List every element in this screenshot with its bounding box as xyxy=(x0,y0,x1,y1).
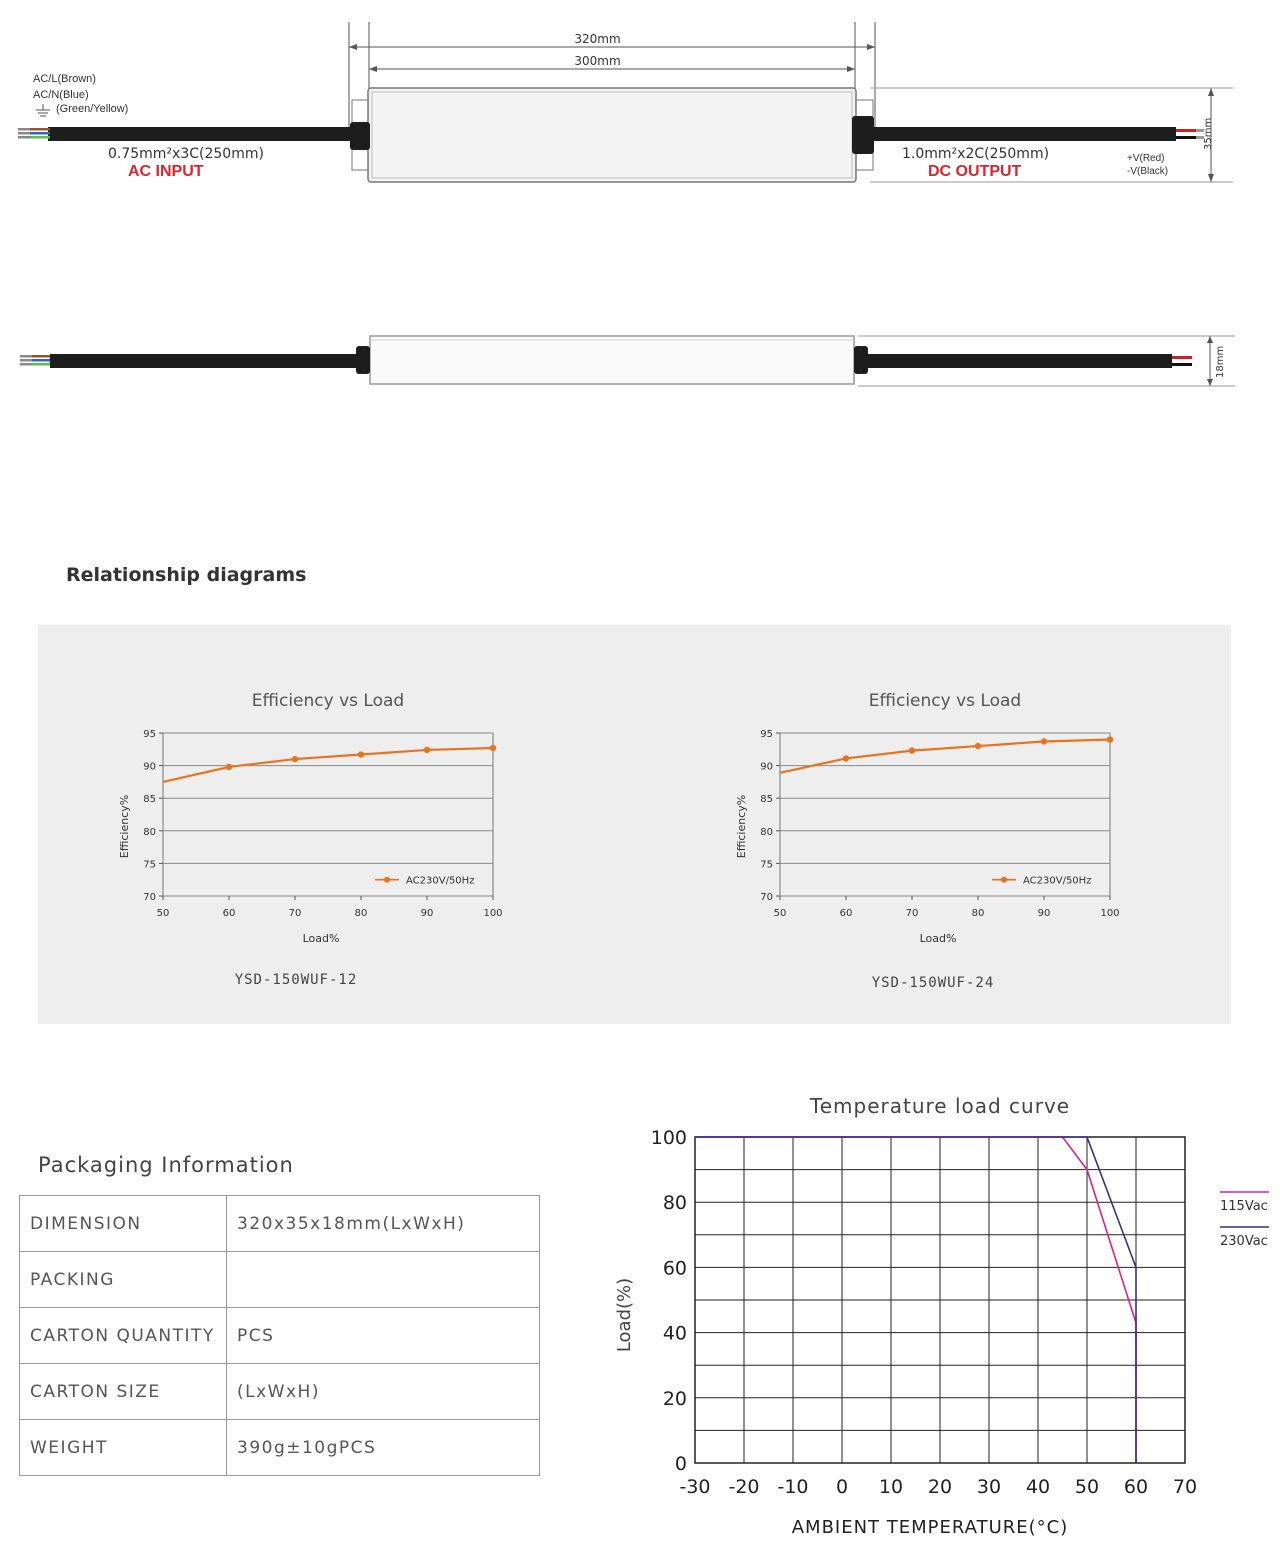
x-tick-label: 90 xyxy=(420,908,434,919)
data-point xyxy=(1041,738,1047,744)
y-tick-label: 85 xyxy=(760,794,773,806)
legend-label: 115Vac xyxy=(1220,1199,1268,1214)
pkg-value: 320x35x18mm(LxWxH) xyxy=(227,1196,540,1252)
y-tick-label: 0 xyxy=(674,1453,687,1475)
table-row xyxy=(20,1364,540,1420)
legend-marker xyxy=(1001,877,1007,883)
y-tick-label: 70 xyxy=(760,892,773,903)
x-axis-label: Load% xyxy=(919,932,957,945)
x-tick-label: 70 xyxy=(288,908,302,919)
dim-height-top: 35mm xyxy=(1203,117,1214,150)
x-tick-label: 0 xyxy=(835,1476,849,1498)
temperature-title: Temperature load curve xyxy=(809,1094,1071,1118)
x-tick-label: 90 xyxy=(1037,908,1051,919)
data-point xyxy=(843,755,849,761)
x-tick-label: 50 xyxy=(1074,1476,1100,1498)
y-tick-label: 95 xyxy=(143,729,156,740)
pkg-value: (LxWxH) xyxy=(227,1364,540,1420)
wire-ac-l-label: AC/L(Brown) xyxy=(33,73,96,85)
pkg-key: CARTON QUANTITY xyxy=(20,1308,227,1364)
x-tick-label: 30 xyxy=(976,1476,1002,1498)
model-label-2: YSD-150WUF-24 xyxy=(871,975,995,991)
y-tick-label: 75 xyxy=(760,859,773,871)
plot-area xyxy=(780,733,1110,896)
y-tick-label: 80 xyxy=(143,826,156,838)
packaging-table xyxy=(19,1195,540,1476)
y-tick-label: 80 xyxy=(760,826,773,838)
x-tick-label: 50 xyxy=(773,908,787,919)
x-tick-label: 70 xyxy=(1172,1476,1198,1498)
x-tick-label: 40 xyxy=(1025,1476,1051,1498)
y-tick-label: 80 xyxy=(662,1192,687,1215)
efficiency-chart-12 xyxy=(100,720,540,960)
y-tick-label: 90 xyxy=(760,761,773,773)
y-axis-label: Load(%) xyxy=(614,1277,635,1353)
legend-label: AC230V/50Hz xyxy=(1023,875,1092,887)
x-tick-label: 100 xyxy=(483,908,503,919)
pkg-value: 390g±10gPCS xyxy=(227,1420,540,1476)
x-tick-label: -30 xyxy=(679,1476,711,1498)
y-tick-label: 60 xyxy=(662,1257,687,1280)
data-point xyxy=(292,756,298,762)
chart-title-1: Efficiency vs Load xyxy=(251,691,405,711)
x-tick-label: 60 xyxy=(839,908,853,919)
y-tick-label: 85 xyxy=(143,794,156,806)
data-point xyxy=(424,747,430,753)
wire-neg-label: -V(Black) xyxy=(1127,166,1169,177)
legend-marker xyxy=(384,877,390,883)
x-tick-label: 100 xyxy=(1100,908,1120,919)
x-tick-label: 80 xyxy=(971,908,985,919)
pkg-value xyxy=(227,1252,540,1308)
y-tick-label: 90 xyxy=(143,761,156,773)
dim-height-side: 18mm xyxy=(1215,345,1226,378)
data-point xyxy=(975,743,981,749)
y-tick-label: 40 xyxy=(662,1322,687,1345)
x-tick-label: 20 xyxy=(927,1476,953,1498)
x-tick-label: -20 xyxy=(728,1476,760,1498)
table-row xyxy=(20,1252,540,1308)
y-axis-label: Efficiency% xyxy=(118,794,131,859)
data-point xyxy=(909,747,915,753)
wire-ac-n-label: AC/N(Blue) xyxy=(33,89,89,101)
efficiency-chart-24 xyxy=(717,720,1157,960)
pkg-key: DIMENSION xyxy=(20,1196,227,1252)
data-point xyxy=(1107,736,1113,742)
y-axis-label: Efficiency% xyxy=(735,794,748,859)
mechanical-drawing xyxy=(0,0,1280,400)
wire-ground-label: (Green/Yellow) xyxy=(56,103,129,115)
table-row xyxy=(20,1196,540,1252)
model-label-1: YSD-150WUF-12 xyxy=(234,972,358,988)
pkg-key: PACKING xyxy=(20,1252,227,1308)
y-tick-label: 20 xyxy=(662,1387,687,1410)
dc-output-label: DC OUTPUT xyxy=(928,163,1022,180)
x-tick-label: 60 xyxy=(222,908,236,919)
y-tick-label: 95 xyxy=(760,729,773,740)
pkg-key: CARTON SIZE xyxy=(20,1364,227,1420)
chart-title-2: Efficiency vs Load xyxy=(868,691,1022,711)
table-row xyxy=(20,1420,540,1476)
temperature-chart xyxy=(600,1125,1280,1540)
data-point xyxy=(490,745,496,751)
data-point xyxy=(226,764,232,770)
packaging-title: Packaging Information xyxy=(38,1153,294,1177)
pkg-value: PCS xyxy=(227,1308,540,1364)
data-point xyxy=(358,751,364,757)
table-row xyxy=(20,1308,540,1364)
x-tick-label: 10 xyxy=(878,1476,904,1498)
x-tick-label: -10 xyxy=(777,1476,809,1498)
ac-input-label: AC INPUT xyxy=(128,163,204,180)
y-tick-label: 75 xyxy=(143,859,156,871)
x-axis-label: AMBIENT TEMPERATURE(°C) xyxy=(791,1517,1069,1538)
dc-cable-spec: 1.0mm²x2C(250mm) xyxy=(902,146,1050,162)
x-tick-label: 50 xyxy=(156,908,170,919)
legend-label: 230Vac xyxy=(1220,1234,1268,1249)
x-tick-label: 80 xyxy=(354,908,368,919)
y-tick-label: 70 xyxy=(143,892,156,903)
ac-cable-spec: 0.75mm²x3C(250mm) xyxy=(108,146,264,162)
dim-inner-length: 300mm xyxy=(574,54,621,68)
dim-outer-length: 320mm xyxy=(574,32,621,46)
x-tick-label: 70 xyxy=(905,908,919,919)
y-tick-label: 100 xyxy=(650,1127,687,1149)
x-axis-label: Load% xyxy=(302,932,340,945)
legend-label: AC230V/50Hz xyxy=(406,875,475,887)
wire-pos-label: +V(Red) xyxy=(1127,153,1165,164)
pkg-key: WEIGHT xyxy=(20,1420,227,1476)
relationship-title: Relationship diagrams xyxy=(66,564,307,586)
x-tick-label: 60 xyxy=(1123,1476,1149,1498)
